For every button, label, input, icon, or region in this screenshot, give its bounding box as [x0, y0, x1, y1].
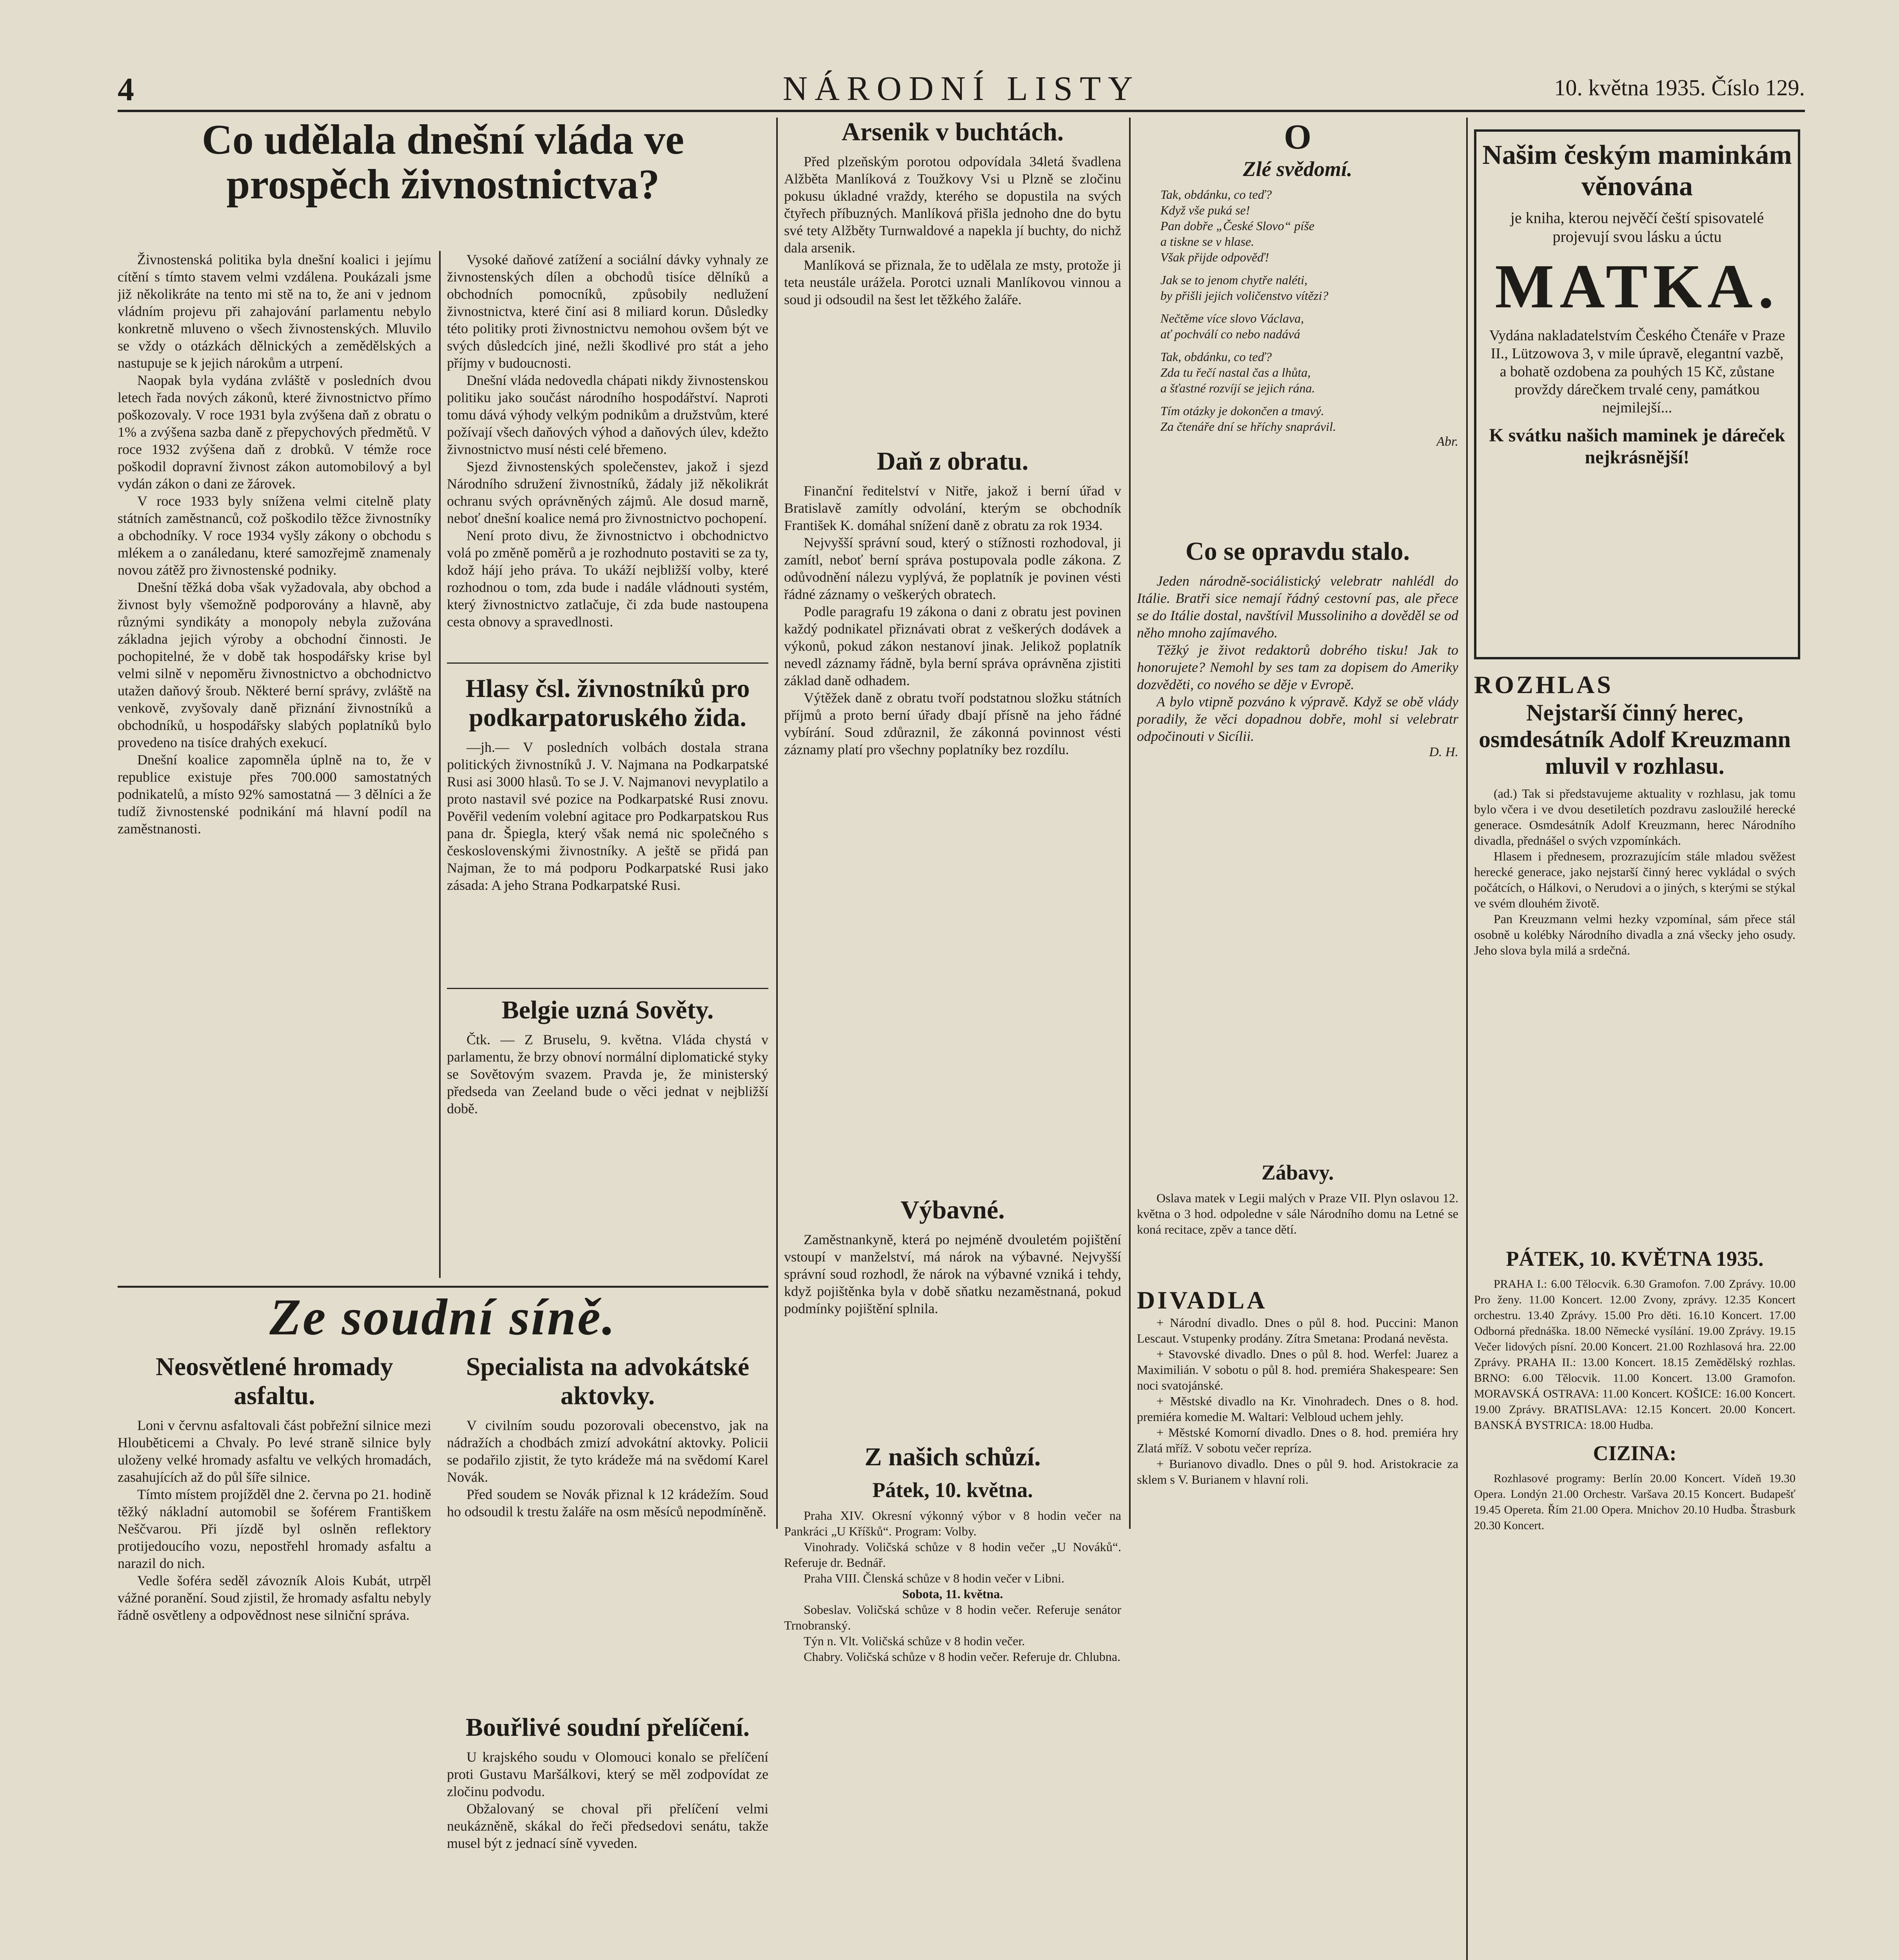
soud-article-a — [118, 1352, 431, 1960]
side-article-hlasy — [447, 674, 768, 984]
lead-paragraph: Není proto divu, že živnostnictvo i obchodnictvo volá po změně poměrů a je rozhodnuto postaviti se za ty, kdož hájí jeho práva. To ukáží nejbližší volby, které rozhodnou o tom, zda bude i nadále vládnouti systém, který živnostnictvo zatlačuje, či zda bude nastoupena cesta obnovy a spravedlnosti. — [447, 528, 768, 630]
lead-title: Co udělala dnešní vláda ve prospěch živnostnictva? — [202, 118, 684, 208]
soud-article-c — [447, 1713, 768, 1960]
divadla-section — [1137, 1286, 1458, 1960]
satire-o — [1137, 118, 1458, 529]
section-label: DIVADLA — [1137, 1286, 1267, 1314]
article-paragraph: Před plzeňským porotou odpovídala 34letá švadlena Alžběta Manlíková z Toužkovy Vsi u Plzně se zločinu pokusu úkladné vraždy, kterého se dopustila na svých čtyřech příbuzných. Manlíková přišla jednoho dne do bytu své tety Alžběty Turnwaldové a napekla jí buchty, do nichž dala arsenik. — [784, 154, 1121, 256]
program-listing: PRAHA I.: 6.00 Tělocvik. 6.30 Gramofon. 7.00 Zprávy. 10.00 Pro ženy. 11.00 Koncert. 12.00 Zvony, zprávy. 12.35 Koncert orchestru. 13.40 Zprávy. 15.00 Pro děti. 16.10 Koncert. 17.00 Odborná přednáška. 18.00 Německé vysílání. 19.00 Zprávy. 19.15 Večer lidových písní. 20.00 Koncert. 21.00 Rozhlasová hra. 22.00 Zprávy. PRAHA II.: 13.00 Koncert. 18.15 Zemědělský rozhlas. BRNO: 6.00 Tělocvik. 11.00 Koncert. 13.00 Gramofon. MORAVSKÁ OSTRAVA: 11.00 Koncert. KOŠICE: 16.00 Koncert. 19.00 Zprávy. BRATISLAVA: 12.15 Koncert. 20.00 Koncert. BANSKÁ BYSTRICA: 18.00 Hudba. — [1474, 1278, 1796, 1432]
theatre-entry: + Národní divadlo. Dnes o půl 8. hod. Puccini: Manon Lescaut. Vstupenky prodány. Zítra Smetana: Prodaná nevěsta. — [1137, 1316, 1458, 1345]
page-header — [118, 67, 1805, 112]
poem-line: by přišli jejich voličenstvo vítězi? — [1160, 289, 1329, 303]
article-paragraph: Oslava matek v Legii malých v Praze VII. Plyn oslavou 12. května o 3 hod. odpoledne v sále Národního domu na Letné se koná recitace, zpěv a tance dětí. — [1137, 1191, 1458, 1236]
article-paragraph: Jeden národně-sociálistický velebratr nahlédl do Itálie. Bratři sice nemají řádný cestovní pas, ale přece se do Itálie dostal, navštívil Mussoliniho a dověděl se od něho mnoho zajímavého. — [1137, 573, 1458, 641]
article-paragraph: Chabry. Voličská schůze v 8 hodin večer. Referuje dr. Chlubna. — [804, 1650, 1121, 1664]
side-article-title: Hlasy čsl. živnostníků pro podkarpatoruského žida. — [465, 674, 750, 732]
lead-paragraph: Dnešní koalice zapomněla úplně na to, že v republice existuje přes 700.000 samostatných podnikatelů, a místo 92% samostatná — 3 dělníci a že tudíž živnostenské podnikání má hlavní podíl na zaměstnanosti. — [118, 752, 431, 837]
article-paragraph: U krajského soudu v Olomouci konalo se přelíčení proti Gustavu Maršálkovi, který se měl zodpovídat ze zločinu podvodu. — [447, 1749, 768, 1799]
divider — [447, 662, 768, 664]
ad-desc: je kniha, kterou nejvěčí čeští spisovatelé projevují svou lásku a úctu — [1510, 209, 1764, 245]
theatre-entry: + Městské divadlo na Kr. Vinohradech. Dnes o 8. hod. premiéra komedie M. Waltari: Velbloud uchem jehly. — [1137, 1394, 1458, 1424]
article-paragraph: Vedle šoféra seděl závozník Alois Kubát, utrpěl vážné poranění. Soud zjistil, že hromady asfaltu nebyly řádně osvětleny a odpovědnost nese silniční správa. — [118, 1573, 431, 1623]
article-title: Nejstarší činný herec, osmdesátník Adolf Kreuzmann mluvil v rozhlasu. — [1479, 700, 1791, 779]
column-divider — [1129, 118, 1131, 1529]
program-heading: CIZINA: — [1593, 1441, 1677, 1465]
article-paragraph: Vinohrady. Voličská schůze v 8 hodin večer „U Nováků“. Referuje dr. Bednář. — [784, 1540, 1121, 1570]
lead-col2 — [447, 251, 768, 655]
article-paragraph: Podle paragrafu 19 zákona o dani z obratu jest povinen každý podnikatel přiznávati obrat z veškerých dodávek a výkonů, pokud zákon nestanoví jinak. Jelikož poplatník nevedl záznamy řádně, byla berní správa oprávněna zjistiti základ daně odhadem. — [784, 604, 1121, 688]
article-title: Neosvětlené hromady asfaltu. — [156, 1352, 393, 1410]
article-paragraph: Pan Kreuzmann velmi hezky vzpomínal, sám přece stál osobně u kolébky Národního divadla a zná všecky jeho osudy. Jeho slova byla milá a srdečná. — [1474, 912, 1796, 957]
schuze-article — [784, 1443, 1121, 1748]
column-divider — [776, 118, 778, 1529]
poem-line: a tiskne se v hlase. — [1160, 234, 1255, 249]
poem-line: Za čtenáře dní se hříchy snaprávil. — [1160, 419, 1336, 434]
lead-col1 — [118, 251, 431, 1121]
article-title: Arsenik v buchtách. — [841, 118, 1064, 146]
poem-line: Však přijde odpověď! — [1160, 250, 1269, 264]
section-label: ROZHLAS — [1474, 671, 1613, 699]
poem-line: Jak se to jenom chytře naléti, — [1160, 273, 1307, 287]
vybavne-article — [784, 1196, 1121, 1431]
article-paragraph: Nejvyšší správní soud, který o stížnosti rozhodoval, ji zamítl, neboť berní správa postupovala podle zákona. Z odůvodnění nálezu vyplývá, že poplatník je povinen vésti řádné záznamy o veškerých obratech. — [784, 535, 1121, 602]
ad-title: MATKA. — [1495, 251, 1779, 321]
article-paragraph: Sobeslav. Voličská schůze v 8 hodin večer. Referuje senátor Trnobranský. — [784, 1602, 1121, 1632]
ad-slogan: K svátku našich maminek je dáreček nejkrásnější! — [1489, 425, 1785, 468]
lead-paragraph: Živnostenská politika byla dnešní koalici i jejímu cítění s tímto stavem velmi vzdálena. Poukázali jsme již několikráte na tento mi stě na to, že ani v jednom vládním projevu při zahajování parlamentu nebylo konkretně mluveno o všech živnostenských. Mluvilo se vždy o otázkách dělnických a zemědělských a nastupuje se k jejich nárokům a utrpení. — [118, 252, 431, 371]
ad-publisher: Vydána nakladatelstvím Českého Čtenáře v Praze II., Lützowova 3, v mile úpravě, elegantní vazbě, a bohatě ozdobena za pouhých 15 Kč, zůstane provždy dárečkem trvalé ceny, památkou nejmilejší... — [1489, 327, 1785, 416]
article-paragraph: Sobota, 11. května. — [902, 1587, 1003, 1601]
article-paragraph: Před soudem se Novák přiznal k 12 krádežím. Soud ho odsoudil k trestu žaláře na osm měsíců nepodmíněně. — [447, 1486, 768, 1519]
theatre-entry: + Burianovo divadlo. Dnes o půl 9. hod. Aristokracie za sklem s V. Burianem v hlavní roli. — [1137, 1457, 1458, 1486]
program-listing: Rozhlasové programy: Berlín 20.00 Koncert. Vídeň 19.30 Opera. Londýn 21.00 Orchestr. Varšava 20.15 Koncert. Budapešť 19.45 Opereta. Řím 21.00 Opera. Mnichov 20.10 Hudba. Štrasburk 20.30 Koncert. — [1474, 1472, 1796, 1532]
rozhlas-article — [1474, 670, 1796, 1239]
article-title: Výbavné. — [900, 1196, 1005, 1224]
satire-title: O — [1284, 118, 1311, 156]
article-title: Daň z obratu. — [877, 447, 1029, 475]
divider — [118, 1286, 768, 1288]
poem-line: a šťastné rozvíjí se jejich rána. — [1160, 381, 1315, 395]
poem-line: Zda tu řečí nastal čas a lhůta, — [1160, 365, 1311, 379]
article-paragraph: Loni v červnu asfaltovali část pobřežní silnice mezi Hlouběticemi a Chvaly. Po levé straně silnice byly uloženy velké hromady asfaltu ve velkých hromadách, zasahujících až do půl šíře silnice. — [118, 1417, 431, 1485]
zabavy-article — [1137, 1160, 1458, 1270]
issue-date: 10. května 1935. Číslo 129. — [1554, 75, 1805, 100]
lead-paragraph: Dnešní těžká doba však vyžadovala, aby obchod a živnost byly všemožně podporovány a hlavně, aby různými syndikáty a monopoly nebyla zužována základna jejich výroby a obchodní činnosti. Je pochopitelné, že v době tak hospodářsky krise byl velmi silně v nepoměru živnostnictvo a obchodnictvo utažen daňový šroub. Některé berní správy, zvláště na venkově, zvyšovaly daně přiznání živnostníků a obchodníků, u hospodářsky slabých poplatníků bylo provedeno na tisíce drahých exekucí. — [118, 579, 431, 750]
arsenik-article — [784, 118, 1121, 439]
article-paragraph: (ad.) Tak si představujeme aktuality v rozhlasu, jak tomu bylo včera i ve dvou desetiletích pozdravu zasloužilé herecké generace. Osmdesátník Adolf Kreuzmann, herec Národního divadla, přednášel o svých vzpomínkách. — [1474, 786, 1796, 848]
article-date: Pátek, 10. května. — [872, 1478, 1033, 1502]
lead-paragraph: Vysoké daňové zatížení a sociální dávky vyhnaly ze živnostenských dílen a obchodů tisíce dělníků a obchodních pomocníků, způsobily nedlužení živnostnictva, které činí asi 8 miliard korun. Důsledky této politiky proti živnostnictvu nemohou ovšem být ve svých důsledcích jiné, nežli škodlivé pro stát a jeho příjmy v budoucnosti. — [447, 252, 768, 371]
article-paragraph: Zaměstnankyně, která po nejméně dvouletém pojištění vstoupí v manželství, má nárok na výbavné. Nejvyšší správní soud rozhodl, že nárok na výbavné vzniká i tehdy, když pojištěnka byla v době sňatku nezaměstnaná, pokud podmínky pojištění splnila. — [784, 1232, 1121, 1316]
ad-intro: Našim českým maminkám věnována — [1482, 140, 1792, 201]
lead-paragraph: Sjezd živnostenských společenstev, jakož i sjezd Národního sdružení živnostníků, žádaly již několikrát ochranu svých oprávněných zájmů. Ale dosud marně, neboť dnešní koalice nemá pro živnostnictvo pochopení. — [447, 459, 768, 526]
section-title: Ze soudní síně. — [269, 1288, 617, 1346]
divider — [447, 988, 768, 989]
poem-line: Tak, obdánku, co teď? — [1160, 187, 1272, 201]
article-title: Specialista na advokátské aktovky. — [466, 1352, 750, 1410]
column-divider — [1466, 118, 1468, 1960]
article-paragraph: Týn n. Vlt. Voličská schůze v 8 hodin večer. — [804, 1634, 1025, 1648]
article-paragraph: V civilním soudu pozorovali obecenstvo, jak na nádražích a chodbách zmizí advokátní aktovky. Policii se podařilo zjistit, že tyto krádeže má na svědomí Karel Novák. — [447, 1417, 768, 1485]
article-paragraph: A bylo vtipně pozváno k výpravě. Když se obě vlády poradily, že věci dopadnou dobře, mohl si velebratr odpočinouti v Sicílii. — [1137, 694, 1458, 744]
article-paragraph: Manlíková se přiznala, že to udělala ze msty, protože ji teta neustále urážela. Porotci uznali Manlíkovou vinnou a soud ji odsoudil na šest let těžkého žaláře. — [784, 257, 1121, 307]
theatre-entry: + Městské Komorní divadlo. Dnes o 8. hod. premiéra hry Zlatá mříž. V sobotu večer repríza. — [1137, 1425, 1458, 1455]
article-title: Co se opravdu stalo. — [1185, 537, 1410, 566]
poem-line: Když vše puká se! — [1160, 203, 1250, 217]
lead-paragraph: Dnešní vláda nedovedla chápati nikdy živnostenskou politiku jako součást národního hospodářství. Naproti tomu dává výhody velkým podnikům a družstvům, které požívají všech daňových výhod a daňových úlev, kdežto živnostnictvo musí nésti celé břemeno. — [447, 372, 768, 457]
article-title: Z našich schůzí. — [864, 1443, 1041, 1471]
poem-line: ať pochválí co nebo nadává — [1160, 327, 1300, 341]
lead-paragraph: V roce 1933 byly snížena velmi citelně platy státních zaměstnanců, což poškodilo těžce živnostníky a obchodníky. V roce 1934 vyšly zákony o obchodu s mlékem a o zanáledanu, které samozřejmě znamenaly novou zátěž pro živnostenské podniky. — [118, 493, 431, 578]
theatre-entry: + Stavovské divadlo. Dnes o půl 8. hod. Werfel: Juarez a Maximilián. V sobotu o půl 8. hod. premiéra Shakespeare: Sen noci svatojánské. — [1137, 1347, 1458, 1392]
soud-article-b — [447, 1352, 768, 1705]
column-divider — [439, 251, 441, 1278]
article-paragraph: Tímto místem projížděl dne 2. června po 21. hodině těžký nákladní automobil se šoférem Františkem Neščvarou. Při jízdě byl oslněn reflektory protijedoucího vozu, nepostřehl hromady asfaltu a narazil do nich. — [118, 1486, 431, 1571]
satire-subtitle: Zlé svědomí. — [1243, 157, 1353, 181]
page-number: 4 — [118, 71, 134, 108]
article-paragraph: Praha XIV. Okresní výkonný výbor v 8 hodin večer na Pankráci „U Kříšků“. Program: Volby. — [784, 1508, 1121, 1538]
signature: D. H. — [1429, 745, 1458, 759]
side-article-title: Belgie uzná Sověty. — [501, 996, 714, 1024]
article-paragraph: Hlasem i přednesem, prozrazujícím stále mladou svěžest herecké generace, jako nejstarší činný herec vykládal o svých počátcích, o Hálkovi, o Nerudovi a o jiných, s kterými se stýkal ve svém dlouhém životě. — [1474, 849, 1796, 910]
poem-line: Tak, obdánku, co teď? — [1160, 350, 1272, 364]
article-paragraph: Finanční ředitelství v Nitře, jakož i berní úřad v Bratislavě zamítly odvolání, kterým se obchodník František K. domáhal snížení daně z obratu za rok 1934. — [784, 483, 1121, 533]
dan-article — [784, 447, 1121, 1188]
article-title: Bouřlivé soudní přelíčení. — [465, 1713, 750, 1742]
article-title: Zábavy. — [1261, 1161, 1334, 1184]
side-article-text: Čtk. — Z Bruselu, 9. května. Vláda chystá v parlamentu, že brzy obnoví normální diplomatické styky se Sovětovým svazem. Pravda je, že ministerský předseda van Zeeland bude o věci jednat v nejbližší době. — [447, 1032, 768, 1116]
matka-ad — [1474, 129, 1800, 659]
article-paragraph: Výtěžek daně z obratu tvoří podstatnou složku státních příjmů a proto berní úřady dbají přísně na jeho řádné vybírání. Soud zdůraznil, že zákonná povinnost vésti záznamy platí pro všechny poplatníky bez rozdílu. — [784, 690, 1121, 757]
stalo-article — [1137, 537, 1458, 1145]
program-heading: PÁTEK, 10. KVĚTNA 1935. — [1506, 1247, 1764, 1270]
side-article-text: —jh.— V posledních volbách dostala strana politických živnostníků J. V. Najmana na Podkarpatské Rusi asi 3000 hlasů. To se J. V. Najmanovi nevyplatilo a proto nastavil své pozice na Podkarpatské Rusi znovu. Pověřil vedením volební agitace pro Podkarpatskou Rus pana dr. Špiegla, který však nemá nic společného s československými živnostníky. A ještě se přidá pan Najman, že to má podporu Podkarpatské Rusi jako zásada: A jeho Strana Podkarpatské Rusi. — [447, 739, 768, 893]
masthead: NÁRODNÍ LISTY — [782, 70, 1140, 108]
radio-program — [1474, 1247, 1796, 1960]
signature: Abr. — [1436, 434, 1458, 449]
side-article-belgie — [447, 996, 768, 1278]
poem-line: Tím otázky je dokončen a tmavý. — [1160, 404, 1324, 418]
article-paragraph: Těžký je život redaktorů dobrého tisku! Jak to honorujete? Nemohl by ses tam za dopisem do Ameriky dozvěděti, co nového se děje v Evropě. — [1137, 642, 1458, 692]
lead-paragraph: Naopak byla vydána zvláště v posledních dvou letech řada nových zákonů, které živnostnictvo přímo poškozovaly. V roce 1931 byla zvýšena daň z obratu o 1% a zvýšena sazba daně z přepychových předmětů. V roce 1932 zvýšena daň z drobků. V témže roce poškodil dopravní živnost zákon automobilový a byl vydán zákon o dani ze žárovek. — [118, 372, 431, 492]
poem-line: Nečtěme více slovo Václava, — [1160, 311, 1304, 325]
article-paragraph: Praha VIII. Členská schůze v 8 hodin večer v Libni. — [804, 1571, 1064, 1585]
poem-line: Pan dobře „České Slovo“ píše — [1160, 219, 1314, 233]
article-paragraph: Obžalovaný se choval při přelíčení velmi neukázněně, skákal do řeči předsedovi senátu, takže musel být z jednací síně vyveden. — [447, 1801, 768, 1851]
lead-title-block — [118, 118, 768, 243]
